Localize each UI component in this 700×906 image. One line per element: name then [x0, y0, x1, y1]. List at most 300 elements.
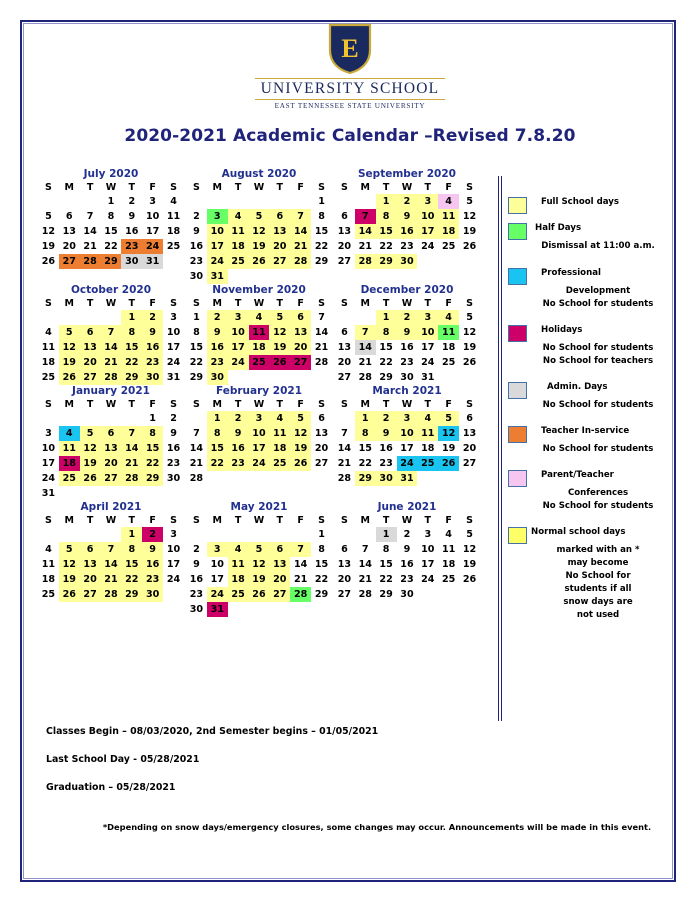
day-cell[interactable]: 7	[318, 312, 325, 323]
day-cell[interactable]: 12	[462, 211, 477, 222]
day-cell[interactable]: 13	[337, 559, 352, 570]
day-cell[interactable]: 15	[104, 226, 118, 237]
day-cell[interactable]: 16	[189, 574, 204, 585]
day-cell[interactable]: 8	[193, 327, 200, 338]
day-cell[interactable]: 8	[376, 209, 397, 224]
day-cell[interactable]: 24	[421, 357, 435, 368]
day-cell[interactable]: 16	[142, 557, 163, 572]
day-cell[interactable]: 8	[142, 426, 163, 441]
day-cell[interactable]: 8	[207, 426, 228, 441]
day-cell[interactable]: 18	[228, 572, 249, 587]
day-cell[interactable]: 27	[59, 254, 80, 269]
day-cell[interactable]: 23	[166, 458, 181, 469]
day-cell[interactable]: 12	[249, 224, 270, 239]
day-cell[interactable]: 25	[228, 254, 249, 269]
day-cell[interactable]: 11	[166, 211, 181, 222]
day-cell[interactable]: 30	[166, 473, 181, 484]
day-cell[interactable]: 2	[397, 194, 418, 209]
day-cell[interactable]: 7	[101, 325, 122, 340]
day-cell[interactable]: 18	[166, 226, 181, 237]
day-cell[interactable]: 14	[314, 327, 329, 338]
day-cell[interactable]: 17	[421, 559, 435, 570]
day-cell[interactable]: 11	[228, 224, 249, 239]
day-cell[interactable]: 19	[441, 443, 456, 454]
day-cell[interactable]: 17	[145, 226, 160, 237]
day-cell[interactable]: 23	[400, 574, 414, 585]
day-cell[interactable]: 15	[376, 224, 397, 239]
day-cell[interactable]: 31	[142, 254, 163, 269]
day-cell[interactable]: 13	[62, 226, 76, 237]
day-cell[interactable]: 13	[290, 325, 311, 340]
day-cell[interactable]: 15	[358, 443, 372, 454]
day-cell[interactable]: 7	[101, 542, 122, 557]
day-cell[interactable]: 4	[438, 194, 459, 209]
day-cell[interactable]: 13	[337, 226, 352, 237]
day-cell[interactable]: 7	[121, 426, 142, 441]
day-cell[interactable]: 16	[397, 224, 418, 239]
day-cell[interactable]: 12	[41, 226, 56, 237]
day-cell[interactable]: 26	[462, 357, 477, 368]
day-cell[interactable]: 6	[341, 544, 348, 555]
day-cell[interactable]: 23	[228, 456, 249, 471]
day-cell[interactable]: 15	[142, 441, 163, 456]
day-cell[interactable]: 11	[441, 544, 456, 555]
day-cell[interactable]: 24	[41, 473, 56, 484]
day-cell[interactable]: 27	[269, 254, 290, 269]
day-cell[interactable]: 1	[376, 194, 397, 209]
day-cell[interactable]: 27	[80, 370, 101, 385]
day-cell[interactable]: 28	[80, 254, 101, 269]
day-cell[interactable]: 21	[101, 572, 122, 587]
day-cell[interactable]: 22	[207, 456, 228, 471]
day-cell[interactable]: 27	[101, 471, 122, 486]
day-cell[interactable]: 5	[80, 426, 101, 441]
day-cell[interactable]: 5	[466, 312, 473, 323]
day-cell[interactable]: 7	[355, 209, 376, 224]
day-cell[interactable]: 4	[59, 426, 80, 441]
day-cell[interactable]: 29	[189, 372, 204, 383]
day-cell[interactable]: 15	[379, 559, 393, 570]
day-cell[interactable]: 3	[228, 310, 249, 325]
day-cell[interactable]: 21	[121, 456, 142, 471]
day-cell[interactable]: 21	[189, 458, 204, 469]
day-cell[interactable]: 19	[59, 572, 80, 587]
day-cell[interactable]: 2	[376, 411, 397, 426]
day-cell[interactable]: 5	[466, 196, 473, 207]
day-cell[interactable]: 18	[41, 574, 56, 585]
day-cell[interactable]: 4	[417, 411, 438, 426]
day-cell[interactable]: 22	[142, 456, 163, 471]
day-cell[interactable]: 18	[41, 357, 56, 368]
day-cell[interactable]: 9	[207, 325, 228, 340]
day-cell[interactable]: 1	[207, 411, 228, 426]
day-cell[interactable]: 18	[59, 456, 80, 471]
day-cell[interactable]: 9	[376, 426, 397, 441]
day-cell[interactable]: 19	[80, 456, 101, 471]
day-cell[interactable]: 24	[142, 239, 163, 254]
day-cell[interactable]: 16	[142, 340, 163, 355]
day-cell[interactable]: 25	[166, 241, 181, 252]
day-cell[interactable]: 11	[249, 325, 270, 340]
day-cell[interactable]: 5	[269, 310, 290, 325]
day-cell[interactable]: 24	[249, 456, 270, 471]
day-cell[interactable]: 5	[290, 411, 311, 426]
day-cell[interactable]: 9	[142, 325, 163, 340]
day-cell[interactable]: 1	[107, 196, 115, 207]
day-cell[interactable]: 17	[249, 441, 270, 456]
day-cell[interactable]: 23	[189, 589, 204, 600]
day-cell[interactable]: 6	[80, 325, 101, 340]
day-cell[interactable]: 18	[228, 239, 249, 254]
day-cell[interactable]: 20	[462, 443, 477, 454]
day-cell[interactable]: 29	[101, 254, 122, 269]
day-cell[interactable]: 21	[83, 241, 97, 252]
day-cell[interactable]: 6	[269, 209, 290, 224]
day-cell[interactable]: 6	[341, 327, 348, 338]
day-cell[interactable]: 30	[142, 370, 163, 385]
day-cell[interactable]: 3	[417, 194, 438, 209]
day-cell[interactable]: 20	[62, 241, 76, 252]
day-cell[interactable]: 28	[101, 370, 122, 385]
day-cell[interactable]: 26	[269, 355, 290, 370]
day-cell[interactable]: 9	[403, 544, 411, 555]
day-cell[interactable]: 23	[400, 357, 414, 368]
day-cell[interactable]: 28	[189, 473, 204, 484]
day-cell[interactable]: 23	[379, 458, 393, 469]
day-cell[interactable]: 14	[101, 340, 122, 355]
day-cell[interactable]: 14	[355, 224, 376, 239]
day-cell[interactable]: 11	[41, 559, 56, 570]
day-cell[interactable]: 18	[421, 443, 435, 454]
day-cell[interactable]: 13	[80, 557, 101, 572]
day-cell[interactable]: 10	[166, 544, 181, 555]
day-cell[interactable]: 20	[101, 456, 122, 471]
day-cell[interactable]: 10	[210, 559, 224, 570]
day-cell[interactable]: 3	[397, 411, 418, 426]
day-cell[interactable]: 2	[403, 529, 411, 540]
day-cell[interactable]: 21	[290, 239, 311, 254]
day-cell[interactable]: 29	[379, 589, 393, 600]
day-cell[interactable]: 9	[193, 559, 200, 570]
day-cell[interactable]: 19	[462, 342, 477, 353]
day-cell[interactable]: 7	[341, 428, 348, 439]
day-cell[interactable]: 22	[314, 241, 329, 252]
day-cell[interactable]: 29	[121, 370, 142, 385]
day-cell[interactable]: 10	[145, 211, 160, 222]
day-cell[interactable]: 25	[441, 241, 456, 252]
day-cell[interactable]: 20	[269, 239, 290, 254]
day-cell[interactable]: 25	[417, 456, 438, 471]
day-cell[interactable]: 20	[80, 355, 101, 370]
day-cell[interactable]: 22	[379, 574, 393, 585]
day-cell[interactable]: 26	[462, 574, 477, 585]
day-cell[interactable]: 5	[466, 529, 473, 540]
day-cell[interactable]: 24	[228, 355, 249, 370]
day-cell[interactable]: 1	[121, 310, 142, 325]
day-cell[interactable]: 11	[269, 426, 290, 441]
day-cell[interactable]: 5	[438, 411, 459, 426]
day-cell[interactable]: 7	[290, 209, 311, 224]
day-cell[interactable]: 19	[462, 559, 477, 570]
day-cell[interactable]: 16	[228, 441, 249, 456]
day-cell[interactable]: 26	[59, 370, 80, 385]
day-cell[interactable]: 24	[166, 574, 181, 585]
day-cell[interactable]: 16	[166, 443, 181, 454]
day-cell[interactable]: 24	[207, 254, 228, 269]
day-cell[interactable]: 25	[249, 355, 270, 370]
day-cell[interactable]: 27	[462, 458, 477, 469]
day-cell[interactable]: 4	[445, 529, 452, 540]
day-cell[interactable]: 8	[107, 211, 115, 222]
day-cell[interactable]: 17	[421, 342, 435, 353]
day-cell[interactable]: 3	[45, 428, 52, 439]
day-cell[interactable]: 15	[379, 342, 393, 353]
day-cell[interactable]: 13	[269, 557, 290, 572]
day-cell[interactable]: 25	[41, 372, 56, 383]
day-cell[interactable]: 9	[142, 542, 163, 557]
day-cell[interactable]: 15	[207, 441, 228, 456]
day-cell[interactable]: 28	[358, 589, 372, 600]
day-cell[interactable]: 13	[337, 342, 352, 353]
day-cell[interactable]: 1	[355, 411, 376, 426]
day-cell[interactable]: 21	[101, 355, 122, 370]
day-cell[interactable]: 12	[80, 441, 101, 456]
day-cell[interactable]: 8	[318, 544, 325, 555]
day-cell[interactable]: 9	[128, 211, 136, 222]
day-cell[interactable]: 24	[207, 587, 228, 602]
day-cell[interactable]: 29	[379, 372, 393, 383]
day-cell[interactable]: 28	[337, 473, 352, 484]
day-cell[interactable]: 26	[59, 587, 80, 602]
day-cell[interactable]: 17	[166, 342, 181, 353]
day-cell[interactable]: 23	[142, 355, 163, 370]
day-cell[interactable]: 2	[193, 211, 200, 222]
day-cell[interactable]: 22	[314, 574, 329, 585]
day-cell[interactable]: 26	[41, 256, 56, 267]
day-cell[interactable]: 16	[400, 342, 414, 353]
day-cell[interactable]: 17	[400, 443, 414, 454]
day-cell[interactable]: 31	[166, 372, 181, 383]
day-cell[interactable]: 25	[59, 471, 80, 486]
day-cell[interactable]: 30	[189, 604, 204, 615]
day-cell[interactable]: 4	[45, 544, 52, 555]
day-cell[interactable]: 6	[65, 211, 73, 222]
day-cell[interactable]: 14	[101, 557, 122, 572]
day-cell[interactable]: 1	[193, 312, 200, 323]
day-cell[interactable]: 29	[376, 254, 397, 269]
day-cell[interactable]: 11	[41, 342, 56, 353]
day-cell[interactable]: 2	[207, 310, 228, 325]
day-cell[interactable]: 12	[269, 325, 290, 340]
day-cell[interactable]: 26	[462, 241, 477, 252]
day-cell[interactable]: 9	[193, 226, 200, 237]
day-cell[interactable]: 25	[441, 574, 456, 585]
day-cell[interactable]: 10	[417, 209, 438, 224]
day-cell[interactable]: 17	[166, 559, 181, 570]
day-cell[interactable]: 5	[249, 542, 270, 557]
day-cell[interactable]: 10	[166, 327, 181, 338]
day-cell[interactable]: 8	[121, 325, 142, 340]
day-cell[interactable]: 4	[249, 310, 270, 325]
day-cell[interactable]: 9	[228, 426, 249, 441]
day-cell[interactable]: 24	[421, 241, 435, 252]
day-cell[interactable]: 7	[290, 542, 311, 557]
day-cell[interactable]: 2	[142, 310, 163, 325]
day-cell[interactable]: 8	[121, 542, 142, 557]
day-cell[interactable]: 2	[228, 411, 249, 426]
day-cell[interactable]: 20	[337, 357, 352, 368]
day-cell[interactable]: 3	[207, 542, 228, 557]
day-cell[interactable]: 26	[290, 456, 311, 471]
day-cell[interactable]: 6	[80, 542, 101, 557]
day-cell[interactable]: 29	[314, 589, 329, 600]
day-cell[interactable]: 7	[193, 428, 200, 439]
day-cell[interactable]: 21	[314, 342, 329, 353]
day-cell[interactable]: 1	[121, 527, 142, 542]
day-cell[interactable]: 6	[269, 542, 290, 557]
day-cell[interactable]: 4	[228, 209, 249, 224]
day-cell[interactable]: 5	[59, 325, 80, 340]
day-cell[interactable]: 29	[314, 256, 329, 267]
day-cell[interactable]: 5	[59, 542, 80, 557]
day-cell[interactable]: 20	[337, 241, 352, 252]
day-cell[interactable]: 24	[421, 574, 435, 585]
day-cell[interactable]: 2	[142, 527, 163, 542]
day-cell[interactable]: 1	[376, 527, 397, 542]
day-cell[interactable]: 4	[269, 411, 290, 426]
day-cell[interactable]: 28	[290, 254, 311, 269]
day-cell[interactable]: 28	[101, 587, 122, 602]
day-cell[interactable]: 25	[441, 357, 456, 368]
day-cell[interactable]: 6	[290, 310, 311, 325]
day-cell[interactable]: 6	[101, 426, 122, 441]
day-cell[interactable]: 11	[59, 441, 80, 456]
day-cell[interactable]: 30	[400, 589, 414, 600]
day-cell[interactable]: 26	[249, 254, 270, 269]
day-cell[interactable]: 15	[314, 559, 329, 570]
day-cell[interactable]: 30	[400, 372, 414, 383]
day-cell[interactable]: 15	[189, 342, 204, 353]
day-cell[interactable]: 28	[355, 254, 376, 269]
day-cell[interactable]: 17	[417, 224, 438, 239]
day-cell[interactable]: 19	[249, 572, 270, 587]
day-cell[interactable]: 28	[290, 587, 311, 602]
day-cell[interactable]: 27	[337, 589, 352, 600]
day-cell[interactable]: 7	[86, 211, 94, 222]
day-cell[interactable]: 22	[104, 241, 118, 252]
day-cell[interactable]: 1	[376, 310, 397, 325]
day-cell[interactable]: 13	[80, 340, 101, 355]
day-cell[interactable]: 13	[101, 441, 122, 456]
day-cell[interactable]: 29	[355, 471, 376, 486]
day-cell[interactable]: 8	[318, 211, 325, 222]
day-cell[interactable]: 15	[314, 226, 329, 237]
day-cell[interactable]: 30	[376, 471, 397, 486]
day-cell[interactable]: 28	[121, 471, 142, 486]
day-cell[interactable]: 26	[438, 456, 459, 471]
day-cell[interactable]: 12	[462, 327, 477, 338]
day-cell[interactable]: 27	[337, 256, 352, 267]
day-cell[interactable]: 10	[421, 544, 435, 555]
day-cell[interactable]: 8	[376, 325, 397, 340]
day-cell[interactable]: 30	[207, 370, 228, 385]
day-cell[interactable]: 21	[358, 357, 372, 368]
day-cell[interactable]: 20	[290, 340, 311, 355]
day-cell[interactable]: 13	[269, 224, 290, 239]
day-cell[interactable]: 6	[341, 211, 348, 222]
day-cell[interactable]: 19	[462, 226, 477, 237]
day-cell[interactable]: 7	[355, 325, 376, 340]
day-cell[interactable]: 8	[355, 426, 376, 441]
day-cell[interactable]: 27	[337, 372, 352, 383]
day-cell[interactable]: 21	[337, 458, 352, 469]
day-cell[interactable]: 16	[189, 241, 204, 252]
day-cell[interactable]: 18	[438, 224, 459, 239]
day-cell[interactable]: 11	[438, 209, 459, 224]
day-cell[interactable]: 23	[121, 239, 142, 254]
day-cell[interactable]: 31	[207, 269, 228, 284]
day-cell[interactable]: 14	[293, 559, 308, 570]
day-cell[interactable]: 30	[121, 254, 142, 269]
day-cell[interactable]: 14	[337, 443, 352, 454]
day-cell[interactable]: 10	[41, 443, 56, 454]
day-cell[interactable]: 14	[355, 340, 376, 355]
day-cell[interactable]: 5	[249, 209, 270, 224]
day-cell[interactable]: 17	[228, 340, 249, 355]
day-cell[interactable]: 22	[121, 355, 142, 370]
day-cell[interactable]: 11	[438, 325, 459, 340]
day-cell[interactable]: 18	[441, 559, 456, 570]
day-cell[interactable]: 16	[400, 559, 414, 570]
day-cell[interactable]: 12	[462, 544, 477, 555]
day-cell[interactable]: 3	[424, 529, 432, 540]
day-cell[interactable]: 12	[59, 557, 80, 572]
day-cell[interactable]: 24	[397, 456, 418, 471]
day-cell[interactable]: 2	[193, 544, 200, 555]
day-cell[interactable]: 19	[41, 241, 56, 252]
day-cell[interactable]: 12	[438, 426, 459, 441]
day-cell[interactable]: 27	[290, 355, 311, 370]
day-cell[interactable]: 17	[41, 458, 56, 469]
day-cell[interactable]: 13	[314, 428, 329, 439]
day-cell[interactable]: 13	[462, 428, 477, 439]
day-cell[interactable]: 19	[269, 340, 290, 355]
day-cell[interactable]: 30	[397, 254, 418, 269]
day-cell[interactable]: 17	[210, 574, 224, 585]
day-cell[interactable]: 2	[170, 413, 177, 424]
day-cell[interactable]: 11	[417, 426, 438, 441]
day-cell[interactable]: 3	[417, 310, 438, 325]
day-cell[interactable]: 14	[358, 559, 372, 570]
day-cell[interactable]: 18	[269, 441, 290, 456]
day-cell[interactable]: 25	[41, 589, 56, 600]
day-cell[interactable]: 22	[189, 357, 204, 368]
day-cell[interactable]: 20	[337, 574, 352, 585]
day-cell[interactable]: 28	[358, 372, 372, 383]
day-cell[interactable]: 10	[249, 426, 270, 441]
day-cell[interactable]: 17	[207, 239, 228, 254]
day-cell[interactable]: 23	[207, 355, 228, 370]
day-cell[interactable]: 10	[228, 325, 249, 340]
day-cell[interactable]: 10	[207, 224, 228, 239]
day-cell[interactable]: 30	[142, 587, 163, 602]
day-cell[interactable]: 15	[121, 340, 142, 355]
day-cell[interactable]: 20	[80, 572, 101, 587]
day-cell[interactable]: 9	[397, 325, 418, 340]
day-cell[interactable]: 14	[290, 224, 311, 239]
day-cell[interactable]: 7	[361, 544, 369, 555]
day-cell[interactable]: 11	[228, 557, 249, 572]
